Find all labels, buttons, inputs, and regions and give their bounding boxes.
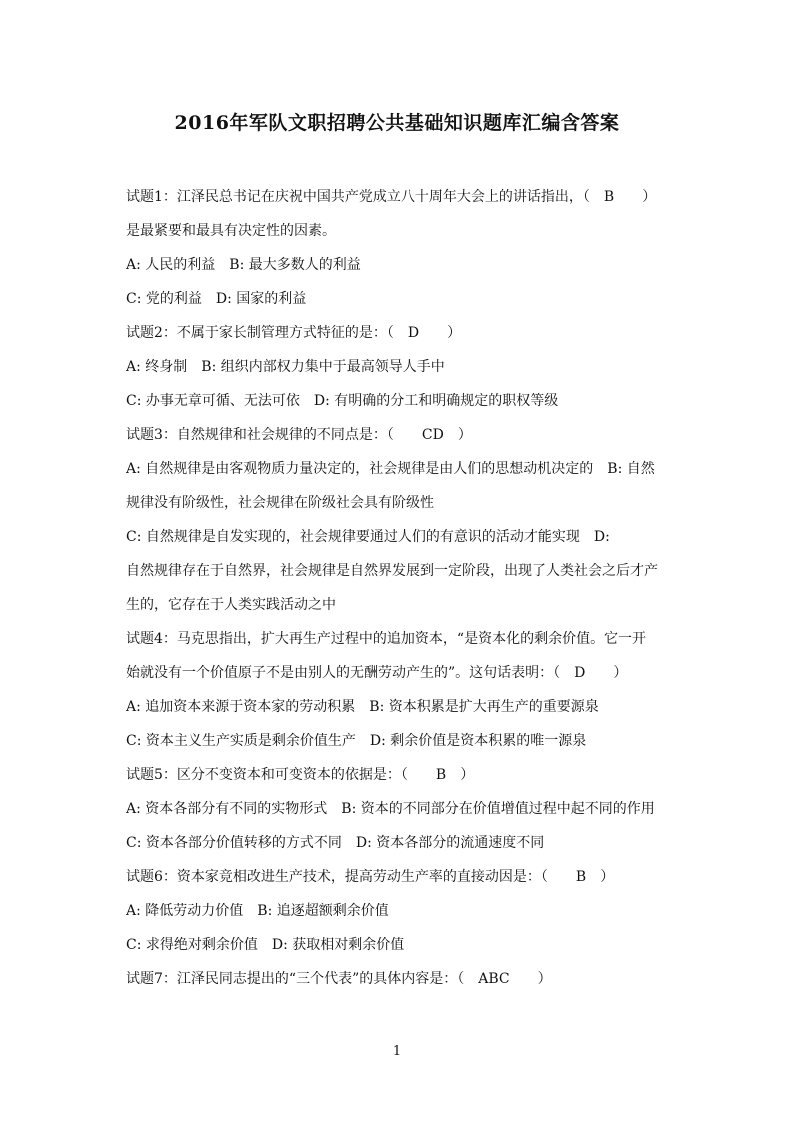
text-line: 试题5：区分不变资本和可变资本的依据是：（ B ） [126, 767, 475, 783]
text-line: C: 资本各部分价值转移的方式不同 D: 资本各部分的流通速度不同 [126, 835, 545, 851]
text-line: 试题7：江泽民同志提出的“三个代表”的具体内容是：（ ABC ） [126, 971, 552, 987]
text-line: A: 资本各部分有不同的实物形式 B: 资本的不同部分在价值增值过程中起不同的作用 [126, 801, 655, 817]
text-line: 规律没有阶级性，社会规律在阶级社会具有阶级性 [126, 495, 434, 511]
text-line: C: 资本主义生产实质是剩余价值生产 D: 剩余价值是资本积累的唯一源泉 [126, 733, 587, 749]
text-line: 试题2：不属于家长制管理方式特征的是：（ D ） [126, 325, 462, 341]
text-line: 生的，它存在于人类实践活动之中 [126, 597, 336, 613]
text-line: A: 追加资本来源于资本家的劳动积累 B: 资本积累是扩大再生产的重要源泉 [126, 699, 599, 715]
text-line: 始就没有一个价值原子不是由别人的无酬劳动产生的”。这句话表明：（ D ） [126, 665, 628, 681]
text-line: 试题6：资本家竞相改进生产技术，提高劳动生产率的直接动因是：（ B ） [126, 869, 615, 885]
text-line: A: 人民的利益 B: 最大多数人的利益 [126, 257, 361, 273]
text-line: C: 自然规律是自发实现的，社会规律要通过人们的有意识的活动才能实现 D: [126, 529, 610, 545]
document-title: 2016年军队文职招聘公共基础知识题库汇编含答案 [174, 112, 620, 134]
text-line: A: 降低劳动力价值 B: 追逐超额剩余价值 [126, 903, 389, 919]
text-line: C: 求得绝对剩余价值 D: 获取相对剩余价值 [126, 937, 405, 953]
text-line: 试题4：马克思指出，扩大再生产过程中的追加资本，“是资本化的剩余价值。它一开 [126, 631, 647, 647]
text-line: A: 终身制 B: 组织内部权力集中于最高领导人手中 [126, 359, 445, 375]
text-line: C: 办事无章可循、无法可依 D: 有明确的分工和明确规定的职权等级 [126, 393, 559, 409]
text-line: 试题1：江泽民总书记在庆祝中国共产党成立八十周年大会上的讲话指出，（ B ） [126, 189, 657, 205]
document-body [126, 180, 668, 996]
text-line: 是最紧要和最具有决定性的因素。 [126, 223, 336, 239]
text-line: A: 自然规律是由客观物质力量决定的，社会规律是由人们的思想动机决定的 B: 自然 [126, 461, 655, 477]
page-number: 1 [392, 1044, 402, 1059]
text-line: 自然规律存在于自然界，社会规律是自然界发展到一定阶段，出现了人类社会之后才产 [126, 563, 658, 579]
text-line: C: 党的利益 D: 国家的利益 [126, 291, 307, 307]
text-line: 试题3：自然规律和社会规律的不同点是：（ CD ） [126, 427, 472, 443]
